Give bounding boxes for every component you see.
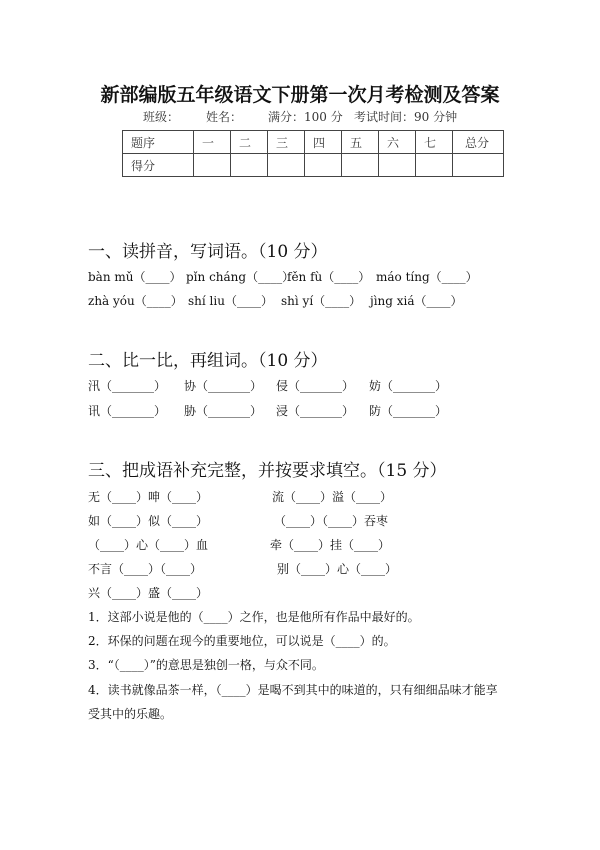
word-item: 妨（_______） [369, 379, 448, 393]
word-item: 防（_______） [369, 404, 448, 418]
score-cell[interactable] [453, 154, 504, 177]
pinyin-item: bàn mǔ（____） [88, 270, 182, 284]
table-score-row [123, 154, 504, 177]
word-item: 侵（_______） [276, 379, 355, 393]
score-table [122, 130, 504, 177]
score-cell[interactable] [194, 154, 231, 177]
idiom-item: （____）心（____）血 [88, 538, 209, 552]
idiom-item: 如（____）似（____） [88, 514, 209, 528]
sentence-item: 3．“（____）”的意思是独创一格，与众不同。 [88, 658, 324, 672]
table-cell: 五 [342, 131, 379, 154]
table-cell: 一 [194, 131, 231, 154]
word-item: 讯（_______） [88, 404, 167, 418]
score-cell[interactable] [305, 154, 342, 177]
table-header-row [123, 131, 504, 154]
idiom-item: 流（____）溢（____） [272, 490, 393, 504]
word-item: 汛（_______） [88, 379, 167, 393]
table-cell: 得分 [123, 154, 194, 177]
idiom-item: （____）（____）吞枣 [274, 514, 389, 528]
sentence-item: 受其中的乐趣。 [88, 707, 173, 721]
table-cell: 总分 [453, 131, 504, 154]
score-cell[interactable] [342, 154, 379, 177]
pinyin-item: máo tíng（____） [376, 270, 478, 284]
score-cell[interactable] [268, 154, 305, 177]
full-score: 满分：100 分 [268, 110, 343, 124]
idiom-item: 牵（____）挂（____） [270, 538, 391, 552]
idiom-item: 无（____）呻（____） [88, 490, 209, 504]
section-1-heading: 一、读拼音，写词语。（10 分） [88, 242, 328, 262]
section-2-heading: 二、比一比，再组词。（10 分） [88, 351, 328, 371]
table-cell: 四 [305, 131, 342, 154]
score-cell[interactable] [379, 154, 416, 177]
name-label: 姓名： [206, 110, 243, 124]
table-cell: 七 [416, 131, 453, 154]
idiom-item: 兴（____）盛（____） [88, 586, 209, 600]
score-cell[interactable] [231, 154, 268, 177]
idiom-item: 别（____）心（____） [277, 562, 398, 576]
pinyin-item: fěn fù（____） [287, 270, 371, 284]
table-cell: 二 [231, 131, 268, 154]
table-cell: 六 [379, 131, 416, 154]
pinyin-item: zhà yóu（____） [88, 294, 183, 308]
table-cell: 题序 [123, 131, 194, 154]
idiom-item: 不言（____）（____） [88, 562, 203, 576]
sentence-item: 1．这部小说是他的（____）之作，也是他所有作品中最好的。 [88, 610, 420, 624]
sentence-item: 4．读书就像品茶一样，（____）是喝不到其中的味道的，只有细细品味才能享 [88, 683, 498, 697]
word-item: 协（_______） [184, 379, 263, 393]
class-label: 班级： [143, 110, 180, 124]
sentence-item: 2．环保的问题在现今的重要地位，可以说是（____）的。 [88, 634, 396, 648]
score-cell[interactable] [416, 154, 453, 177]
pinyin-item: pǐn cháng（____） [186, 270, 295, 284]
pinyin-item: shì yí（____） [281, 294, 362, 308]
section-3-heading: 三、把成语补充完整，并按要求填空。（15 分） [88, 461, 447, 481]
exam-time: 考试时间：90 分钟 [354, 110, 458, 124]
word-item: 胁（_______） [184, 404, 263, 418]
word-item: 浸（_______） [276, 404, 355, 418]
table-cell: 三 [268, 131, 305, 154]
pinyin-item: jìng xiá（____） [370, 294, 463, 308]
page-title: 新部编版五年级语文下册第一次月考检测及答案 [100, 84, 500, 106]
pinyin-item: shí liu（____） [188, 294, 273, 308]
